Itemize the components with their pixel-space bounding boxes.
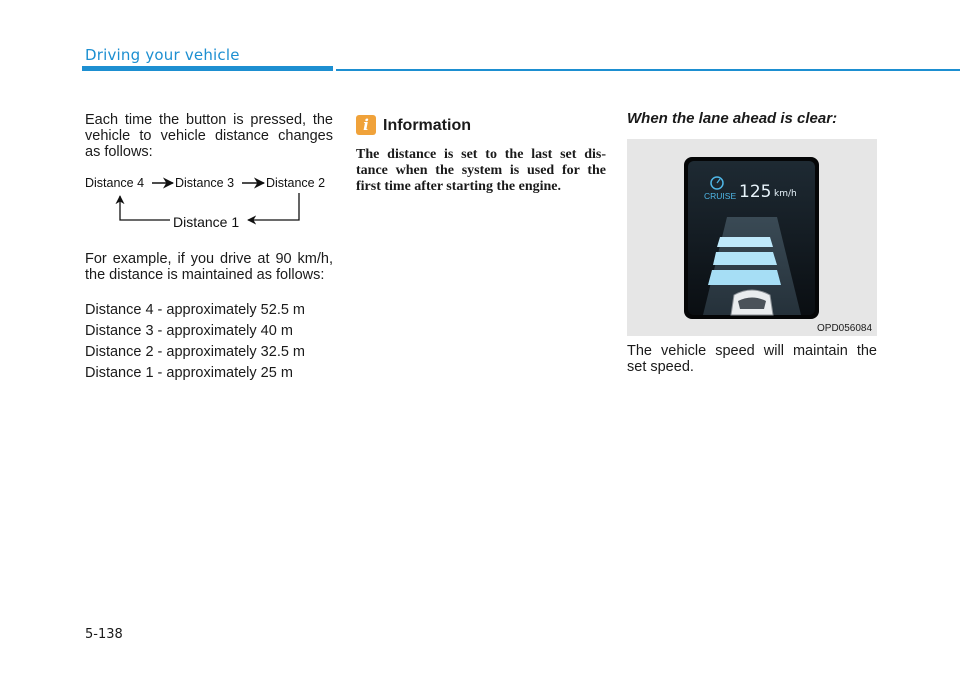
section-title: Driving your vehicle	[85, 46, 240, 64]
info-line: The distance is set to the last set dis-	[356, 147, 606, 162]
intro-paragraph	[85, 112, 333, 160]
car-window	[738, 298, 766, 310]
caption-paragraph	[627, 343, 877, 375]
arrow-2-to-1	[248, 193, 299, 220]
header-rule-thin	[336, 69, 960, 71]
distance-item-2: Distance 2 - approximately 32.5 m	[85, 344, 306, 360]
distance-bar-3	[708, 270, 781, 285]
lane-clear-heading: When the lane ahead is clear:	[627, 110, 838, 127]
example-line: For example, if you drive at 90 km/h,	[85, 251, 333, 267]
distance-cycle-diagram	[80, 168, 340, 234]
diagram-label-distance-4: Distance 4	[85, 176, 145, 190]
distance-item-1: Distance 1 - approximately 25 m	[85, 365, 293, 381]
info-text	[356, 147, 606, 195]
header-rule-thick	[82, 66, 333, 71]
figure-code: OPD056084	[817, 323, 873, 334]
arrow-1-to-4	[120, 196, 170, 220]
cluster-figure	[627, 139, 877, 336]
distance-item-3: Distance 3 - approximately 40 m	[85, 323, 293, 339]
caption-line: The vehicle speed will maintain the	[627, 343, 877, 359]
cluster-display-illustration	[627, 139, 877, 336]
distance-bar-2	[713, 252, 777, 265]
info-line: tance when the system is used for the	[356, 163, 606, 178]
diagram-label-distance-1: Distance 1	[173, 214, 240, 230]
intro-line: as follows:	[85, 144, 153, 160]
diagram-label-distance-2: Distance 2	[266, 176, 326, 190]
set-speed-unit: km/h	[774, 189, 797, 199]
info-line: first time after starting the engine.	[356, 179, 562, 194]
diagram-label-distance-3: Distance 3	[175, 176, 235, 190]
info-icon: i	[356, 115, 376, 135]
distance-item-4: Distance 4 - approximately 52.5 m	[85, 302, 306, 318]
intro-line: Each time the button is pressed, the	[85, 112, 333, 128]
caption-line: set speed.	[627, 359, 694, 375]
info-title: Information	[383, 117, 471, 134]
example-paragraph	[85, 251, 333, 283]
cruise-label: CRUISE	[704, 191, 737, 201]
set-speed-value: 125	[739, 182, 772, 202]
distance-bar-1	[717, 237, 773, 247]
page-number: 5-138	[85, 627, 123, 642]
example-line: the distance is maintained as follows:	[85, 267, 325, 283]
intro-line: vehicle to vehicle distance changes	[85, 128, 333, 144]
